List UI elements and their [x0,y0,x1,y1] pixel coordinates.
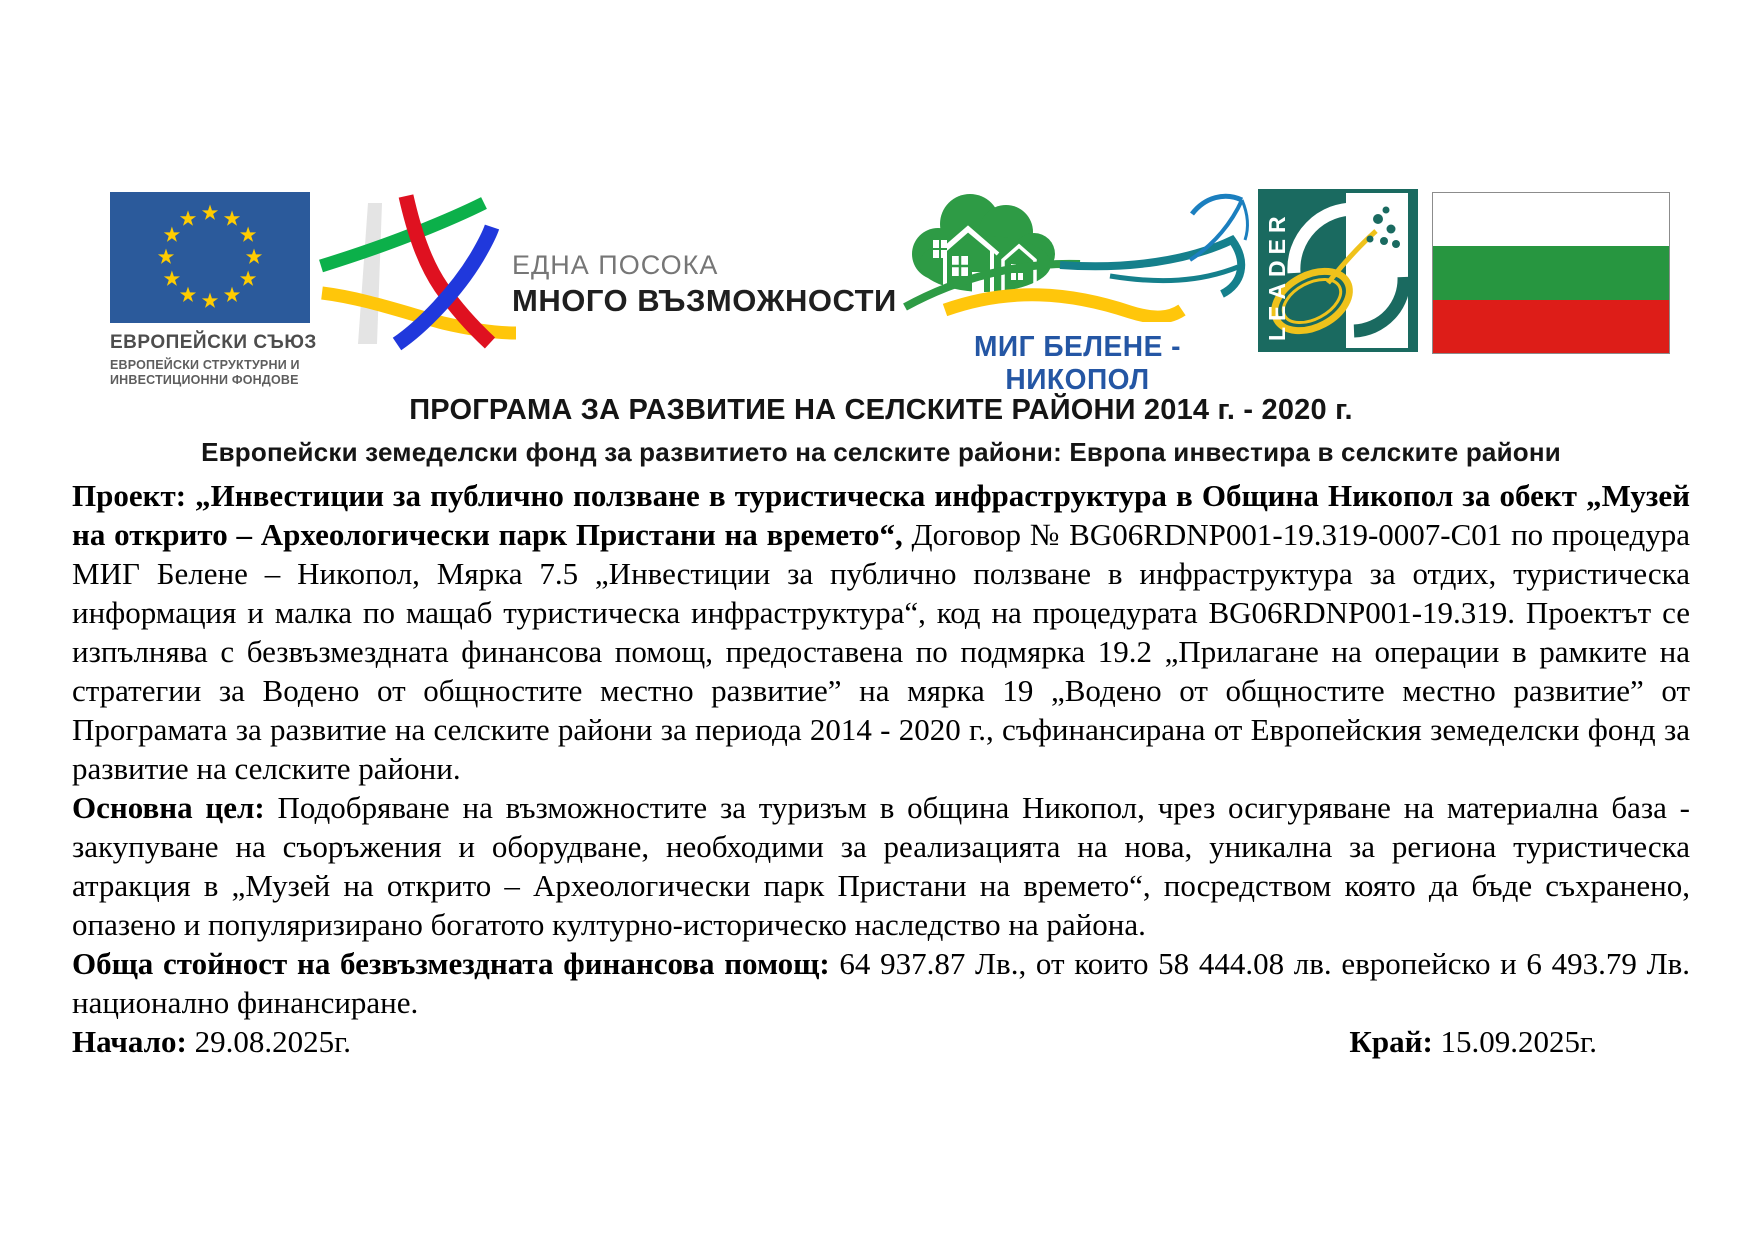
mig-logo-icon [900,172,1255,322]
tagline-line1: ЕДНА ПОСОКА [512,250,719,280]
goal-text: Подобряване на възможностите за туризъм в община Никопол, чрез осигуряване на материална база - закупуване на съоръжения и оборудване, необходими за реализацията на нова, уникална за региона туристическа атракция в „Музей на открито – Археологически парк Пристани на времето“, посредством която да бъде съхранено, опазено и популяризирано богатото културно-историческо наследство на района. [72,790,1690,942]
project-text: Договор № BG06RDNP001-19.319-0007-C01 по процедура МИГ Белене – Никопол, Мярка 7.5 „Инвестиции за публично ползване в инфраструктура за отдих, туристическа информация и малка по мащаб туристическа инфраструктура“, код на процедурата BG06RDNP001-19.319. Проектът се изпълнява с безвъзмездната финансова помощ, предоставена по подмярка 19.2 „Прилагане на операции в рамките на стратегии за Водено от общностите местно развитие” на мярка 19 „Водено от общностите местно развитие” от Програмата за развитие на селските райони за периода 2014 - 2020 г., съфинансирана от Европейския земеделски фонд за развитие на селските райони. [72,517,1690,786]
ribbons-logo-icon [318,176,518,361]
program-title: ПРОГРАМА ЗА РАЗВИТИЕ НА СЕЛСКИТЕ РАЙОНИ 2014 г. - 2020 г. [409,394,1353,426]
start-date-label: Начало: [72,1024,187,1059]
eu-caption: ЕВРОПЕЙСКИ СЪЮЗ [110,332,317,353]
mig-wave-yellow [945,295,1182,317]
leader-logo-icon [1258,189,1418,352]
end-date [1349,1022,1597,1061]
tagline-line2: МНОГО ВЪЗМОЖНОСТИ [512,283,897,318]
paragraph-goal [72,788,1690,944]
bulgaria-flag-green-stripe [1433,246,1669,299]
tagline [512,252,897,316]
logo-band [0,0,1755,400]
bulgaria-flag-white-stripe [1433,193,1669,246]
start-date [72,1022,351,1061]
leader-label: LEADER [1264,210,1290,341]
project-label: Проект: „Инвестиции за публично ползване в туристическа инфраструктура в Община Никопол за обект „Музей на открито – Археологически парк Пристани на времето“, [72,478,1690,552]
mig-wave-teal [1060,240,1241,294]
document-body [72,476,1690,1061]
eu-subcaption [110,358,320,388]
mig-caption: МИГ БЕЛЕНЕ - НИКОПОЛ [973,331,1181,396]
eu-subcaption-line2: ИНВЕСТИЦИОННИ ФОНДОВЕ [110,373,299,387]
dates-row [72,1022,1690,1061]
mig-logo [900,172,1255,397]
program-subtitle: Европейски земеделски фонд за развитието на селските райони: Европа инвестира в селските райони [201,437,1561,467]
bulgaria-flag-icon [1432,192,1670,354]
paragraph-value [72,944,1690,1022]
mig-wave-teal-2 [1110,267,1238,281]
end-date-value: 15.09.2025г. [1432,1024,1597,1059]
bulgaria-flag-red-stripe [1433,300,1669,353]
ribbon-white [358,203,382,344]
eu-subcaption-line1: ЕВРОПЕЙСКИ СТРУКТУРНИ И [110,358,300,372]
eu-logo [110,192,320,388]
goal-label: Основна цел: [72,790,265,825]
value-text: 64 937.87 Лв., от които 58 444.08 лв. европейско и 6 493.79 Лв. национално финансиране. [72,946,1690,1020]
start-date-value: 29.08.2025г. [186,1024,352,1059]
eu-flag-icon [110,192,310,323]
end-date-label: Край: [1349,1024,1433,1059]
paragraph-project [72,476,1690,788]
value-label: Обща стойност на безвъзмездната финансова помощ: [72,946,830,981]
